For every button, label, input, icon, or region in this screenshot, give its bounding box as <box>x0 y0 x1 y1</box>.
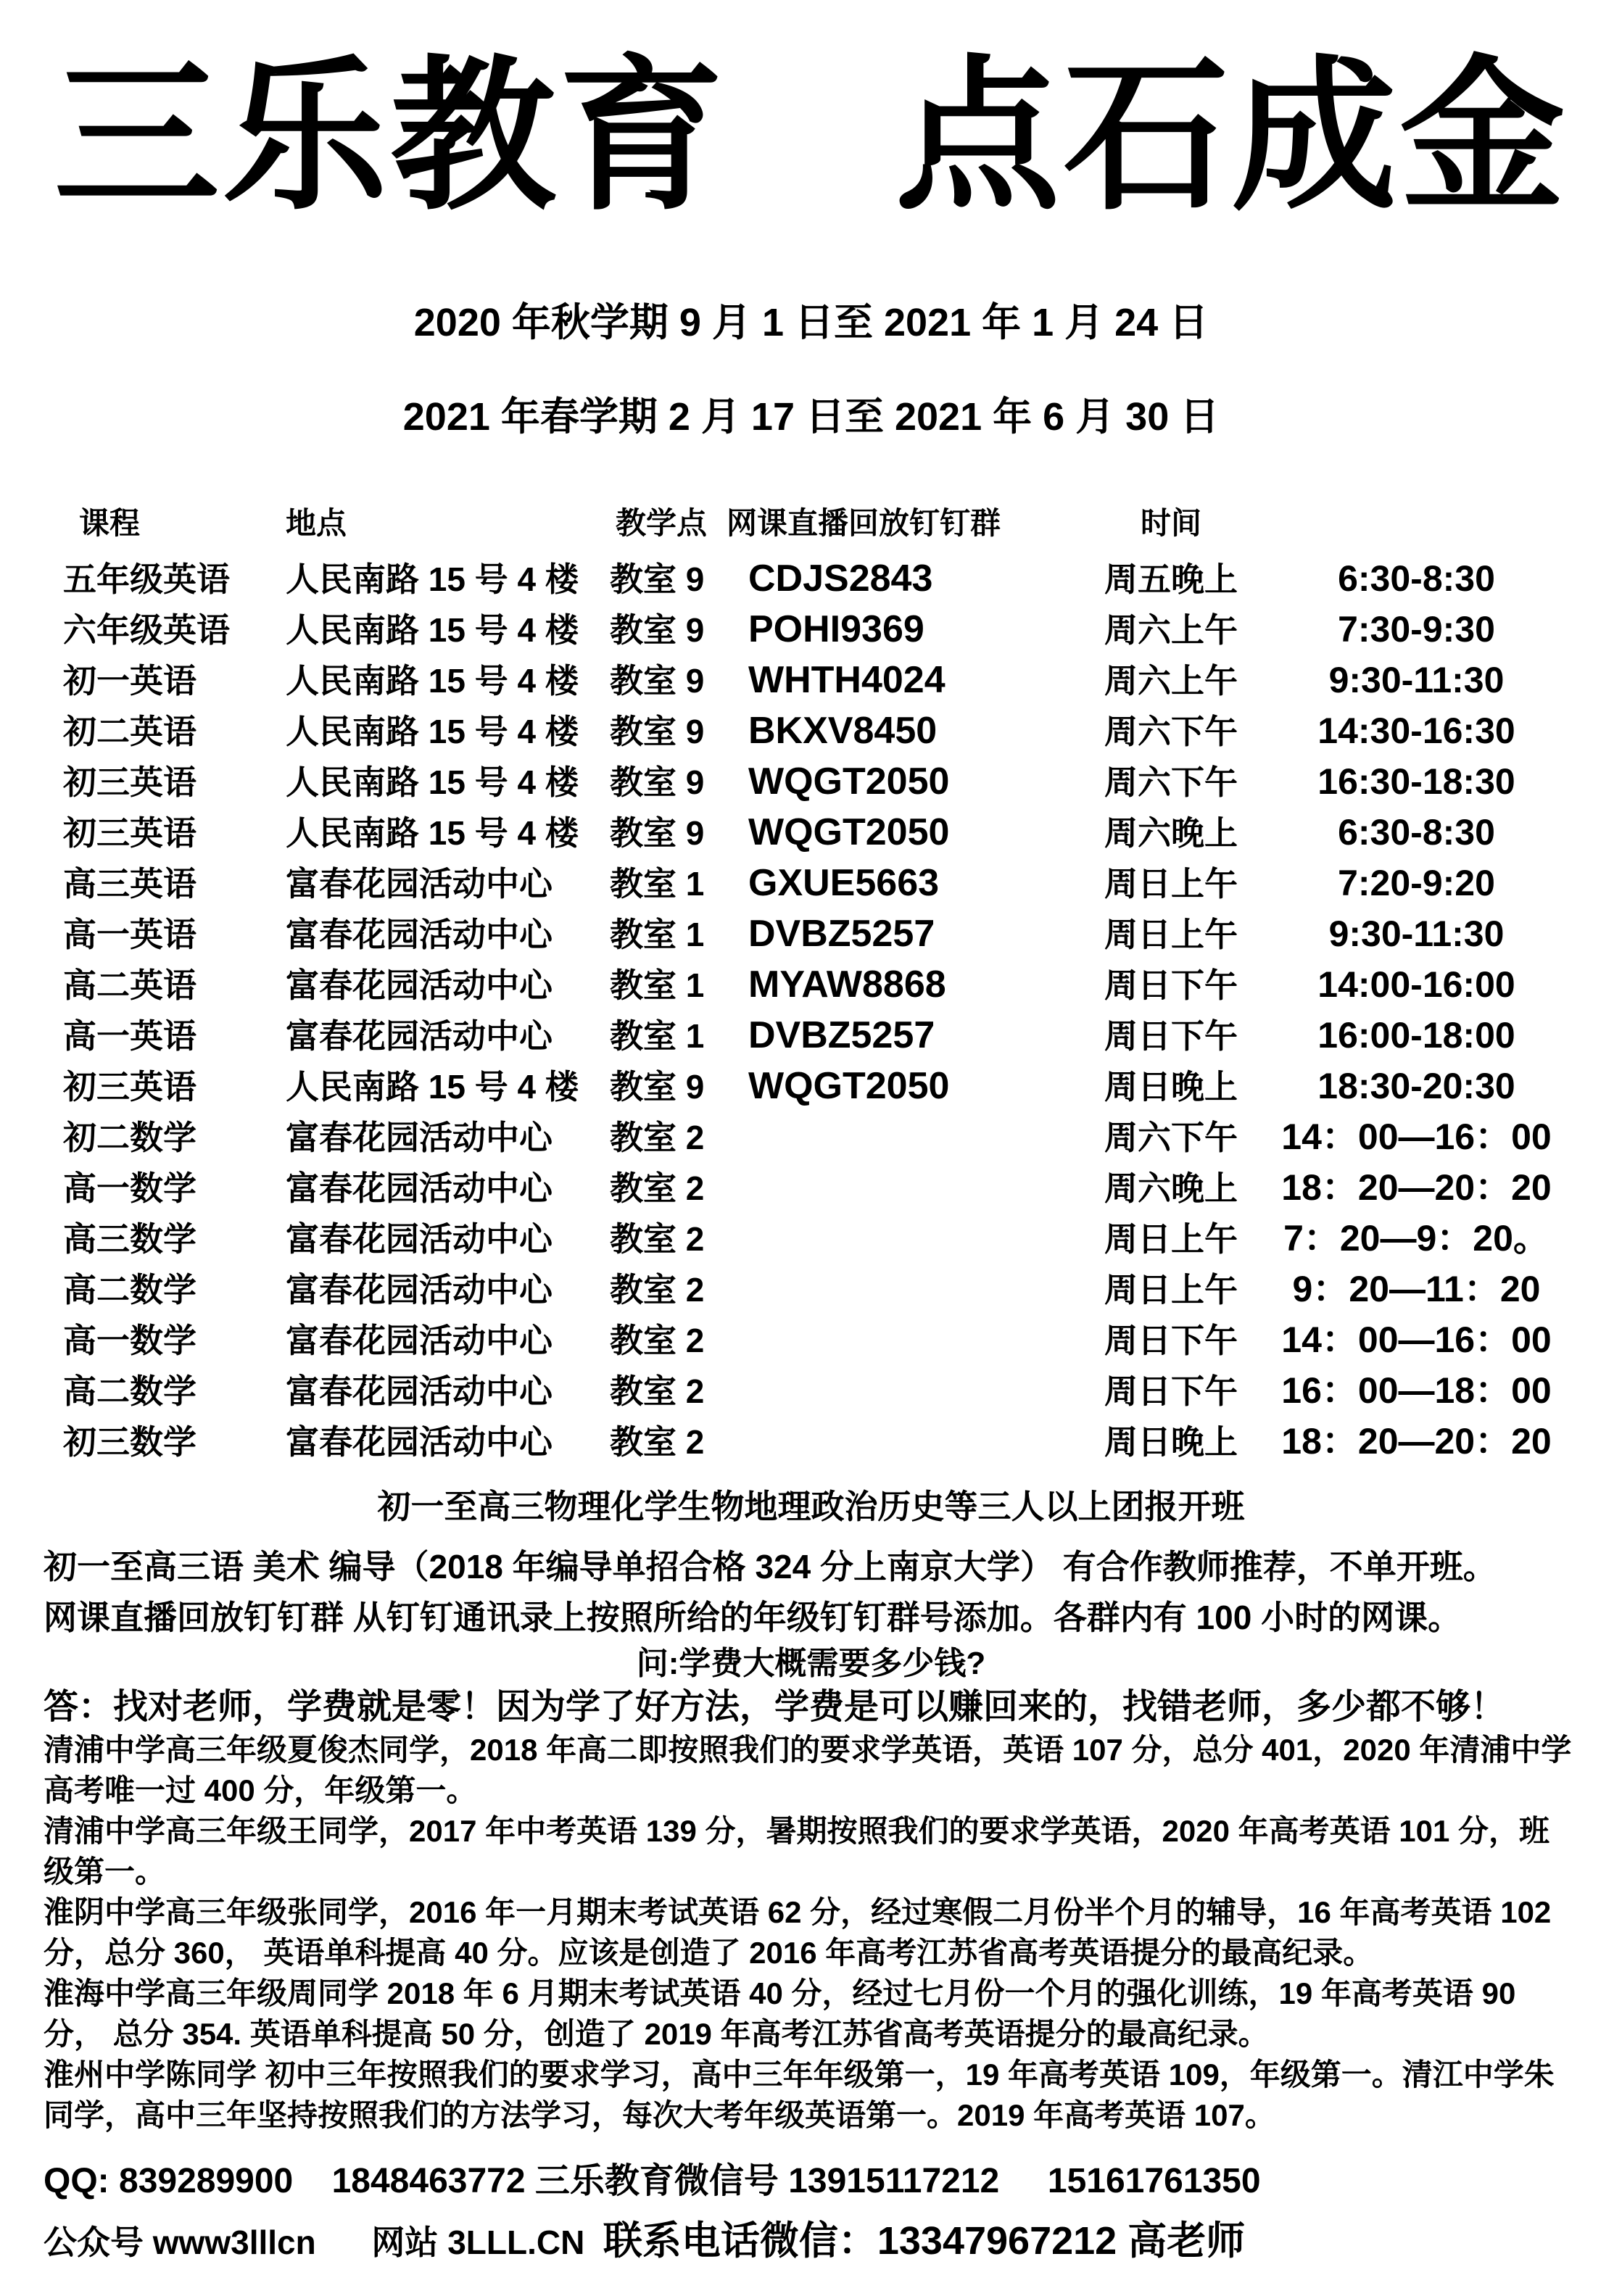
location-cell: 富春花园活动中心 <box>286 1119 553 1156</box>
day-cell: 周日下午 <box>1104 966 1238 1004</box>
classroom-cell: 教室 2 <box>610 1220 705 1258</box>
tuition-answer: 答：找对老师，学费就是零！因为学了好方法，学费是可以赚回来的，找错老师，多少都不够！ <box>44 1688 1506 1726</box>
time-cell: 18：20—20：20 <box>1281 1167 1552 1208</box>
classroom-cell: 教室 2 <box>610 1119 705 1156</box>
classroom-cell: 教室 1 <box>610 966 705 1004</box>
notes-block <box>0 1541 1622 1643</box>
dingtalk-group-cell: WQGT2050 <box>748 811 950 853</box>
schedule-row <box>63 554 1578 605</box>
location-cell: 人民南路 15 号 4 楼 <box>286 662 579 700</box>
course-cell: 六年级英语 <box>63 611 230 649</box>
schedule-row <box>63 960 1578 1011</box>
classroom-cell: 教室 9 <box>610 560 705 598</box>
contact-gongzhonghao-site: 公众号 www3lllcn 网站 3LLL.CN <box>44 2224 603 2261</box>
time-cell: 9：20—11：20 <box>1292 1269 1541 1309</box>
semester-line-fall: 2020 年秋学期 9 月 1 日至 2021 年 1 月 24 日 <box>413 301 1209 344</box>
course-cell: 初二英语 <box>63 713 196 750</box>
day-cell: 周六下午 <box>1104 713 1238 750</box>
classroom-cell: 教室 9 <box>610 611 705 649</box>
time-cell: 18:30-20:30 <box>1317 1066 1515 1106</box>
time-cell: 6:30-8:30 <box>1338 812 1495 853</box>
time-cell: 16：00—18：00 <box>1281 1370 1552 1411</box>
classroom-cell: 教室 1 <box>610 1017 705 1055</box>
day-cell: 周日晚上 <box>1104 1068 1238 1106</box>
location-cell: 富春花园活动中心 <box>286 1169 553 1207</box>
location-cell: 人民南路 15 号 4 楼 <box>286 763 579 801</box>
dingtalk-group-cell: POHI9369 <box>748 608 924 650</box>
classroom-cell: 教室 9 <box>610 1068 705 1106</box>
header-time: 时间 <box>1140 506 1201 540</box>
dingtalk-group-cell: DVBZ5257 <box>748 1014 935 1056</box>
schedule-row <box>63 605 1578 655</box>
location-cell: 富春花园活动中心 <box>286 916 553 953</box>
course-cell: 初一英语 <box>63 662 196 700</box>
day-cell: 周日下午 <box>1104 1372 1238 1410</box>
course-cell: 高三英语 <box>63 865 196 903</box>
group-enroll-note: 初一至高三物理化学生物地理政治历史等三人以上团报开班 <box>377 1488 1245 1525</box>
classroom-cell: 教室 9 <box>610 763 705 801</box>
testimonial-paragraph: 清浦中学高三年级王同学，2017 年中考英语 139 分，暑期按照我们的要求学英语，2020 年高考英语 101 分，班级第一。 <box>44 1814 1550 1889</box>
course-cell: 初三英语 <box>63 763 196 801</box>
location-cell: 人民南路 15 号 4 楼 <box>286 814 579 852</box>
schedule-row <box>63 1163 1578 1214</box>
classroom-cell: 教室 2 <box>610 1322 705 1359</box>
schedule-table <box>0 502 1622 1467</box>
testimonial-paragraph: 清浦中学高三年级夏俊杰同学，2018 年高二即按照我们的要求学英语，英语 107 分，总分 401，2020 年清浦中学高考唯一过 400 分，年级第一。 <box>44 1733 1572 1807</box>
location-cell: 人民南路 15 号 4 楼 <box>286 611 579 649</box>
classroom-cell: 教室 9 <box>610 662 705 700</box>
header-course: 课程 <box>79 506 141 540</box>
semester-dates <box>0 275 1622 464</box>
time-cell: 16:00-18:00 <box>1317 1015 1515 1056</box>
schedule-row <box>63 757 1578 808</box>
schedule-row <box>63 1061 1578 1112</box>
time-cell: 7:20-9:20 <box>1338 863 1495 903</box>
dingtalk-group-cell: MYAW8868 <box>748 963 946 1006</box>
schedule-row <box>63 1315 1578 1366</box>
location-cell: 富春花园活动中心 <box>286 1372 553 1410</box>
course-cell: 高二数学 <box>63 1372 196 1410</box>
dingtalk-group-cell: CDJS2843 <box>748 558 933 600</box>
semester-line-spring: 2021 年春学期 2 月 17 日至 2021 年 6 月 30 日 <box>402 395 1220 439</box>
schedule-rows <box>63 554 1578 1467</box>
time-cell: 7：20—9：20。 <box>1283 1218 1549 1259</box>
dingtalk-group-cell: WHTH4024 <box>748 659 946 701</box>
day-cell: 周日晚上 <box>1104 1423 1238 1461</box>
schedule-row <box>63 655 1578 706</box>
testimonial-paragraph: 淮海中学高三年级周同学 2018 年 6 月期末考试英语 40 分，经过七月份一个月的强化训练，19 年高考英语 90 分， 总分 354. 英语单科提高 50 分，创造了 2019 年高考江苏省高考英语提分的最高纪录。 <box>44 1976 1524 2051</box>
day-cell: 周六下午 <box>1104 1119 1238 1156</box>
dingtalk-group-cell: WQGT2050 <box>748 761 950 803</box>
page-title: 三乐教育 点石成金 <box>54 47 1568 230</box>
schedule-row <box>63 706 1578 757</box>
location-cell: 富春花园活动中心 <box>286 966 553 1004</box>
course-cell: 初三数学 <box>63 1423 196 1461</box>
location-cell: 富春花园活动中心 <box>286 1017 553 1055</box>
time-cell: 9:30-11:30 <box>1328 913 1505 954</box>
classroom-cell: 教室 9 <box>610 713 705 750</box>
classroom-cell: 教室 9 <box>610 814 705 852</box>
header-classroom: 教学点 <box>616 506 708 540</box>
location-cell: 富春花园活动中心 <box>286 1271 553 1309</box>
time-cell: 14：00—16：00 <box>1281 1116 1552 1157</box>
dingtalk-group-cell: DVBZ5257 <box>748 913 935 955</box>
schedule-row <box>63 1214 1578 1264</box>
schedule-row <box>63 1112 1578 1163</box>
course-cell: 高二英语 <box>63 966 196 1004</box>
header-location: 地点 <box>286 506 347 540</box>
schedule-row <box>63 808 1578 858</box>
time-cell: 7:30-9:30 <box>1338 609 1495 650</box>
day-cell: 周六上午 <box>1104 662 1238 700</box>
schedule-row <box>63 909 1578 960</box>
day-cell: 周日下午 <box>1104 1017 1238 1055</box>
testimonial-paragraph: 淮州中学陈同学 初中三年按照我们的要求学习，高中三年年级第一，19 年高考英语 109，年级第一。清江中学朱同学，高中三年坚持按照我们的方法学习，每次大考年级英语第一。2019 年高考英语 107。 <box>44 2057 1555 2132</box>
day-cell: 周六上午 <box>1104 611 1238 649</box>
location-cell: 富春花园活动中心 <box>286 1423 553 1461</box>
day-cell: 周日上午 <box>1104 1271 1238 1309</box>
location-cell: 富春花园活动中心 <box>286 1322 553 1359</box>
location-cell: 富春花园活动中心 <box>286 1220 553 1258</box>
day-cell: 周日上午 <box>1104 1220 1238 1258</box>
course-cell: 高二数学 <box>63 1271 196 1309</box>
day-cell: 周五晚上 <box>1104 560 1238 598</box>
schedule-row <box>63 1417 1578 1467</box>
course-cell: 高一数学 <box>63 1322 196 1359</box>
testimonial-paragraph: 淮阴中学高三年级张同学，2016 年一月期末考试英语 62 分，经过寒假二月份半个月的辅导，16 年高考英语 102 分，总分 360， 英语单科提高 40 分。应该是创造了 2016 年高考江苏省高考英语提分的最高纪录。 <box>44 1895 1560 1970</box>
location-cell: 人民南路 15 号 4 楼 <box>286 1068 579 1106</box>
time-cell: 9:30-11:30 <box>1328 660 1505 700</box>
day-cell: 周日上午 <box>1104 916 1238 953</box>
classroom-cell: 教室 1 <box>610 865 705 903</box>
classroom-cell: 教室 2 <box>610 1423 705 1461</box>
art-course-note: 初一至高三语 美术 编导（2018 年编导单招合格 324 分上南京大学） 有合作教师推荐，不单开班。 <box>44 1548 1497 1586</box>
day-cell: 周六晚上 <box>1104 814 1238 852</box>
contact-line-web <box>0 2216 1622 2268</box>
classroom-cell: 教室 2 <box>610 1169 705 1207</box>
testimonials-block <box>0 1730 1622 2136</box>
time-cell: 6:30-8:30 <box>1338 558 1495 599</box>
time-cell: 14:30-16:30 <box>1317 710 1515 751</box>
dingtalk-note: 网课直播回放钉钉群 从钉钉通讯录上按照所给的年级钉钉群号添加。各群内有 100 小时的网课。 <box>44 1599 1462 1636</box>
course-cell: 高一英语 <box>63 1017 196 1055</box>
contact-line-qq: QQ: 839289900 1848463772 三乐教育微信号 13915117212 15161761350 <box>44 2162 1261 2200</box>
dingtalk-group-cell: WQGT2050 <box>748 1065 950 1107</box>
course-cell: 初三英语 <box>63 814 196 852</box>
contact-phone-teacher: 联系电话微信：13347967212 高老师 <box>603 2219 1246 2263</box>
time-cell: 18：20—20：20 <box>1281 1421 1552 1462</box>
location-cell: 人民南路 15 号 4 楼 <box>286 713 579 750</box>
location-cell: 富春花园活动中心 <box>286 865 553 903</box>
classroom-cell: 教室 2 <box>610 1271 705 1309</box>
schedule-row <box>63 1366 1578 1417</box>
day-cell: 周日下午 <box>1104 1322 1238 1359</box>
course-cell: 高一数学 <box>63 1169 196 1207</box>
course-cell: 初二数学 <box>63 1119 196 1156</box>
course-cell: 高一英语 <box>63 916 196 953</box>
dingtalk-group-cell: GXUE5663 <box>748 862 940 904</box>
course-cell: 初三英语 <box>63 1068 196 1106</box>
classroom-cell: 教室 2 <box>610 1372 705 1410</box>
schedule-row <box>63 858 1578 909</box>
header-dingtalk-group: 网课直播回放钉钉群 <box>727 506 1001 540</box>
classroom-cell: 教室 1 <box>610 916 705 953</box>
course-cell: 五年级英语 <box>63 560 230 598</box>
course-cell: 高三数学 <box>63 1220 196 1258</box>
time-cell: 16:30-18:30 <box>1317 761 1515 802</box>
time-cell: 14:00-16:00 <box>1317 964 1515 1005</box>
day-cell: 周日上午 <box>1104 865 1238 903</box>
day-cell: 周六下午 <box>1104 763 1238 801</box>
tuition-question: 问:学费大概需要多少钱? <box>636 1646 986 1681</box>
time-cell: 14：00—16：00 <box>1281 1319 1552 1360</box>
schedule-row <box>63 1011 1578 1061</box>
dingtalk-group-cell: BKXV8450 <box>748 710 938 752</box>
schedule-row <box>63 1264 1578 1315</box>
location-cell: 人民南路 15 号 4 楼 <box>286 560 579 598</box>
schedule-header-row <box>63 502 1578 545</box>
day-cell: 周六晚上 <box>1104 1169 1238 1207</box>
